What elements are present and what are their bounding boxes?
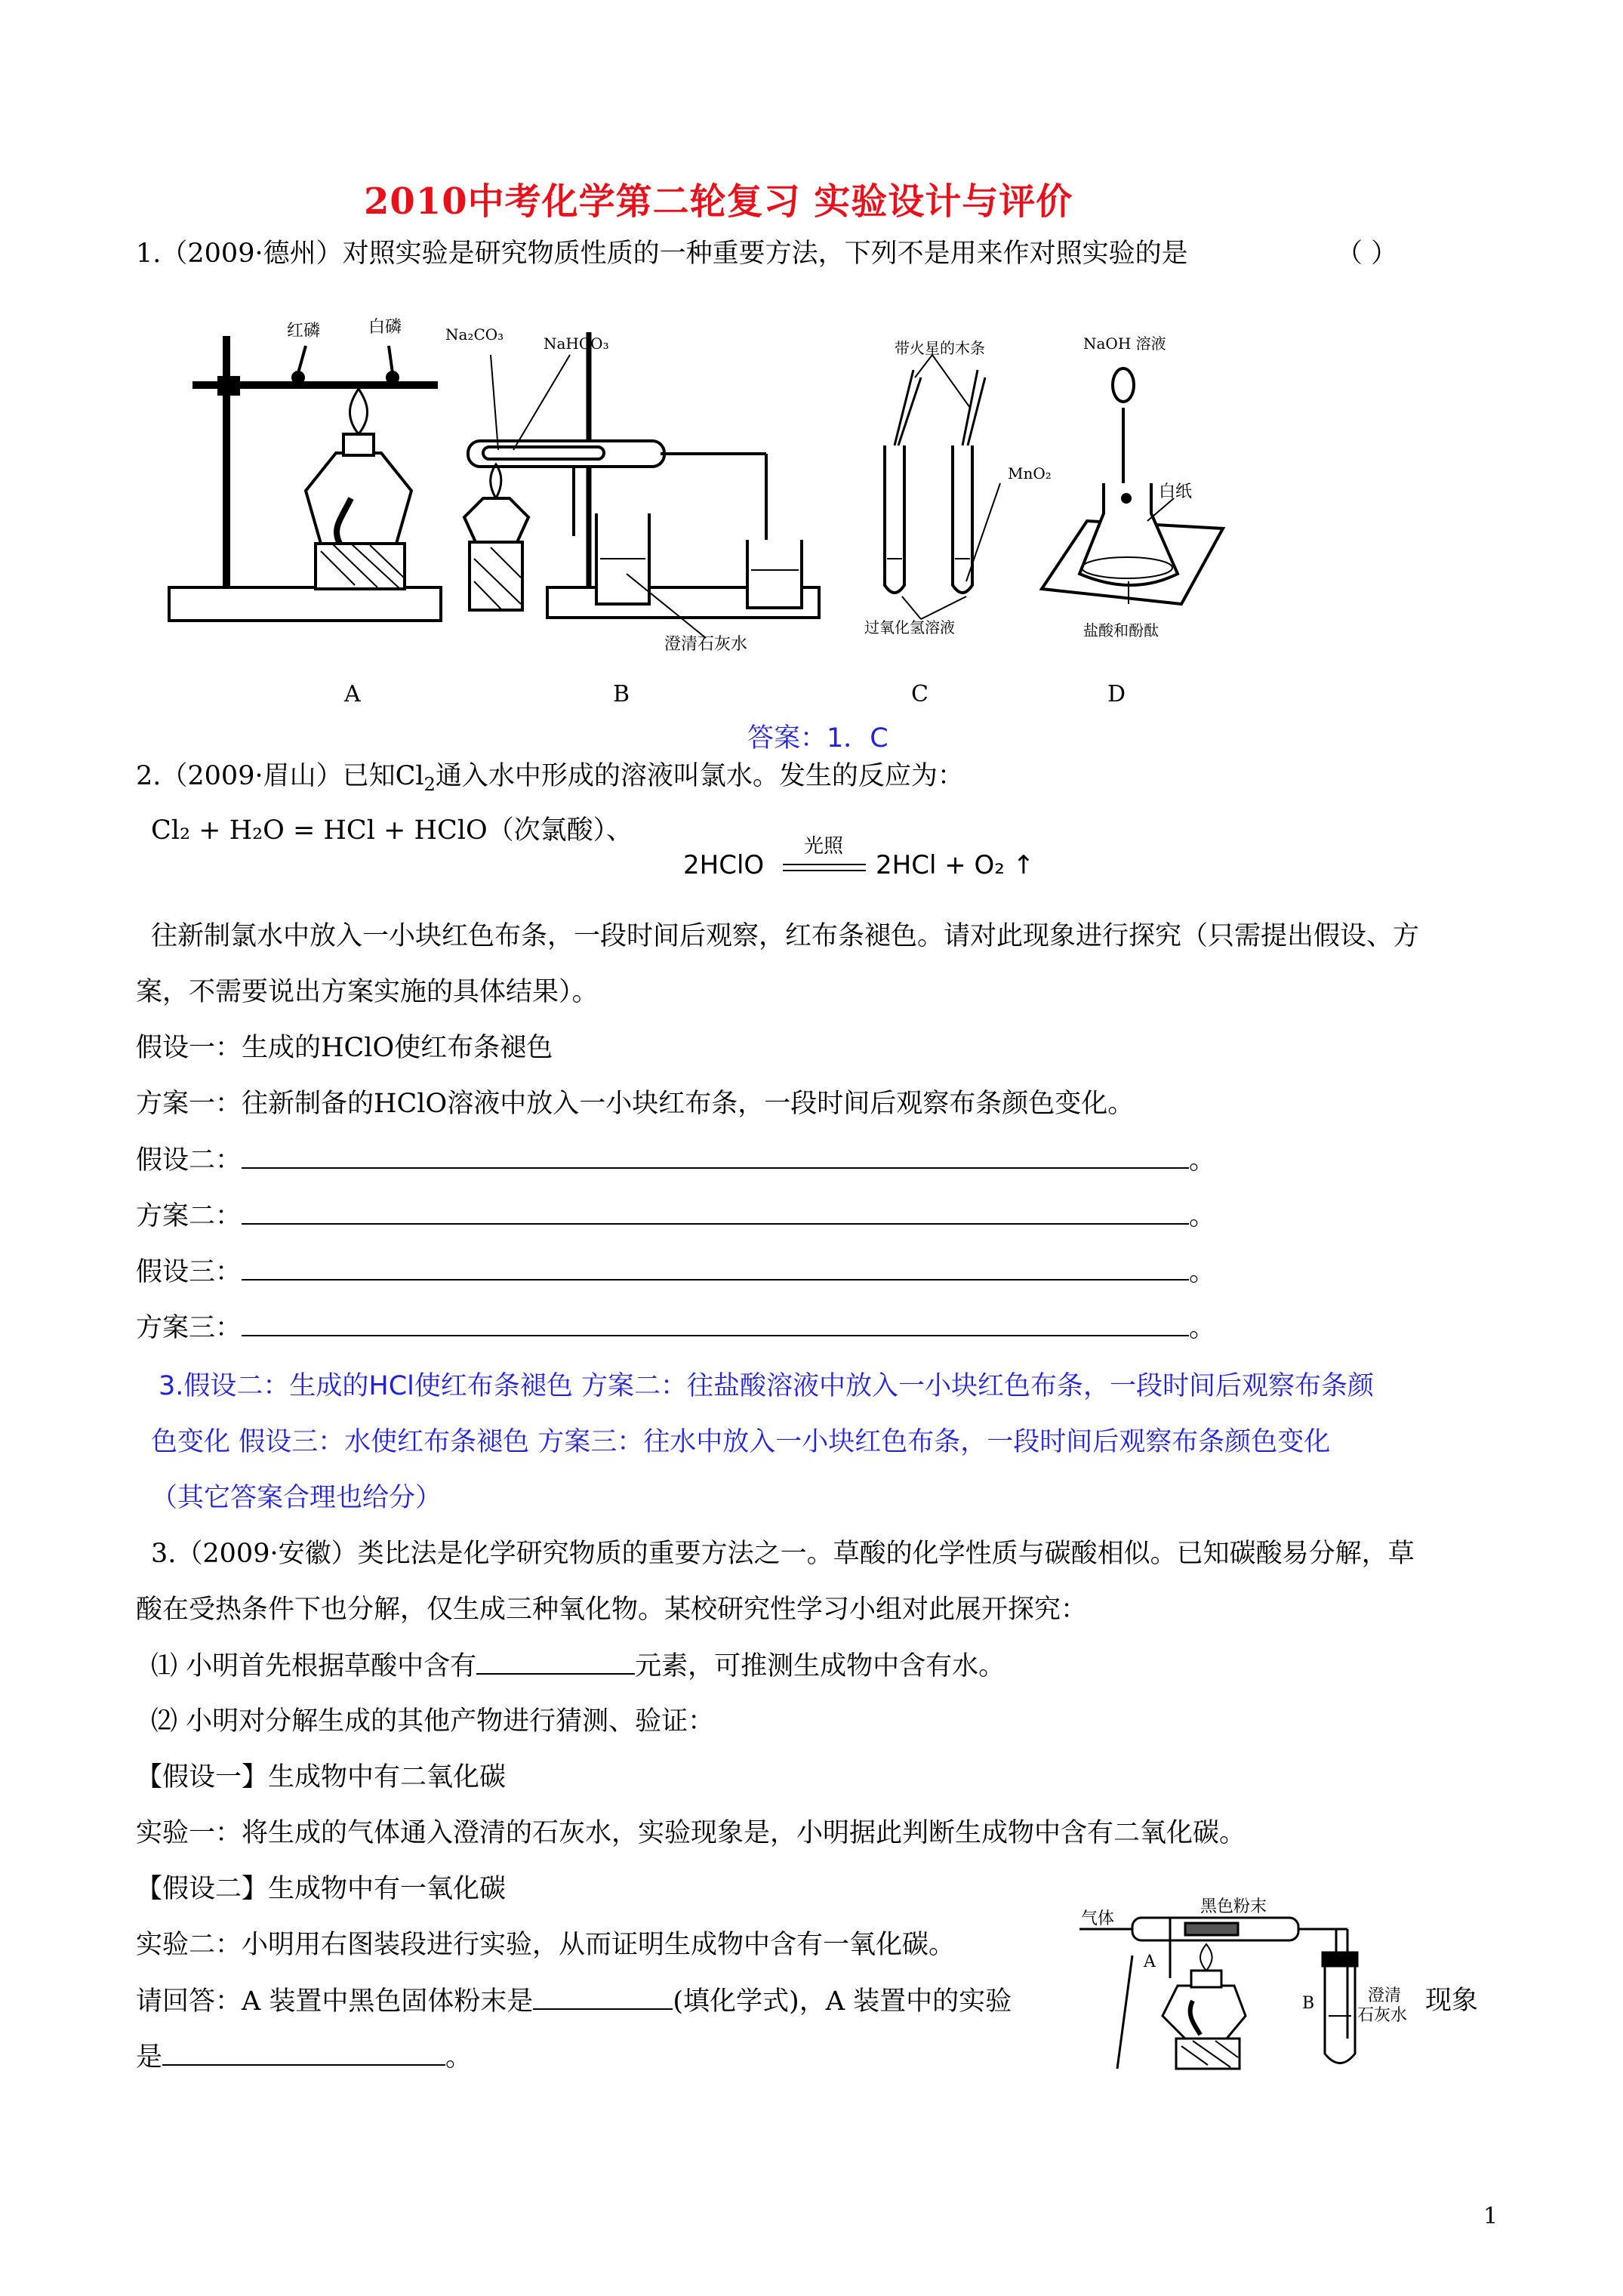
test-tube-b [1325,1959,1355,2063]
answer-blank[interactable] [242,1143,1189,1169]
q2-hypothesis-2: 假设二： 。 [136,1143,1215,1177]
q2-equation-1: Cl₂ + H₂O = HCl + HClO（次氯酸）、 [151,815,633,846]
q3-apparatus-figure [1072,1888,1419,2076]
q3-question: 请回答：A 装置中黑色固体粉末是 (填化学式)，A 装置中的实验 [136,1984,1012,2018]
q2-stem: 2.（2009·眉山）已知$Cl_2$通入水中形成的溶液叫氯水。发生的反应为： [136,761,964,795]
answer-blank[interactable] [242,1255,1189,1281]
label-black-powder: 黑色粉末 [1200,1897,1267,1916]
label-b: B [1302,1994,1315,2013]
alcohol-lamp-b [464,498,528,542]
label-white-p: 白磷 [368,318,402,337]
label-limewater: 澄清石灰水 [664,635,748,654]
option-a: A [344,681,361,707]
q3-hypothesis-2: 【假设二】生成物中有一氧化碳 [136,1874,507,1904]
stand-base-a [169,587,441,621]
q2-plan-2: 方案二： 。 [136,1199,1215,1233]
alcohol-lamp-q3 [1163,1986,1246,2039]
q3-experiment-2: 实验二：小明用右图装段进行实验，从而证明生成物中含有一氧化碳。 [136,1930,956,1960]
label-gas: 气体 [1081,1909,1115,1928]
q1-answer: 答案：1．C [747,723,888,754]
alcohol-lamp-a [306,453,411,544]
q3-line-2: 酸在受热条件下也分解，仅生成三种氧化物。某校研究性学习小组对此展开探究： [136,1595,1088,1625]
label-clear: 澄清 [1368,1986,1402,2005]
q2-hypothesis-3: 假设三： 。 [136,1255,1215,1289]
q2-plan-3: 方案三： 。 [136,1311,1215,1345]
q2-answer-line-2: 色变化 假设三：水使红布条褪色 方案三：往水中放入一小块红色布条，一段时间后观察布条颜色变化 [151,1427,1331,1457]
label-paper: 白纸 [1159,482,1193,501]
option-d: D [1107,681,1126,707]
q2-para-2: 案，不需要说出方案实施的具体结果）。 [136,977,599,1007]
answer-blank[interactable] [162,2040,445,2066]
option-c: C [911,681,929,707]
q1-answer-paren: （ ） [1336,239,1398,269]
q3-part-1: ⑴ 小明首先根据草酸中含有 元素，可推测生成物中含有水。 [151,1649,1005,1683]
q3-question-cont: 是 。 [136,2040,472,2074]
label-h2o2: 过氧化氢溶液 [864,618,955,636]
q3-hypothesis-1: 【假设一】生成物中有二氧化碳 [136,1762,507,1792]
label-hcl-phen: 盐酸和酚酞 [1083,621,1159,639]
label-mno2: MnO₂ [1008,464,1052,482]
label-red-p: 红磷 [287,322,321,341]
q2-answer-line-3: （其它答案合理也给分） [151,1483,442,1513]
answer-blank[interactable] [476,1649,635,1675]
test-tube-c1 [885,445,904,593]
page-title: 2010中考化学第二轮复习 实验设计与评价 [364,180,1073,223]
label-nahco3: NaHCO₃ [544,334,609,353]
q1-apparatus-figure [0,0,1623,755]
label-a: A [1144,1952,1156,1971]
q3-part-2: ⑵ 小明对分解生成的其他产物进行猜测、验证： [151,1706,715,1737]
label-splint: 带火星的木条 [895,339,985,357]
option-b: B [613,681,630,707]
q2-plan-1: 方案一：往新制备的HClO溶液中放入一小块红布条，一段时间后观察布条颜色变化。 [136,1089,1135,1119]
label-lime: 石灰水 [1357,2006,1408,2025]
q2-answer-line-1: 3.假设二：生成的HCl使红布条褪色 方案二：往盐酸溶液中放入一小块红色布条，一段时间后观察布条颜 [159,1371,1375,1401]
q2-para-1: 往新制氯水中放入一小块红色布条，一段时间后观察，红布条褪色。请对此现象进行探究（只需提出假设、方 [151,921,1420,951]
dropper-bulb [1113,368,1134,402]
answer-blank[interactable] [533,1984,673,2010]
answer-blank[interactable] [242,1311,1189,1336]
q3-experiment-1: 实验一：将生成的气体通入澄清的石灰水，实验现象是，小明据此判断生成物中含有二氧化碳。 [136,1818,1246,1848]
beaker-b2 [747,540,802,608]
page-number: 1 [1483,2203,1498,2230]
label-na2co3: Na₂CO₃ [445,325,504,344]
answer-blank[interactable] [242,1199,1189,1225]
label-naoh: NaOH 溶液 [1083,334,1166,353]
q2-hypothesis-1: 假设一：生成的HClO使红布条褪色 [136,1033,553,1063]
q3-xianxiang: 现象 [1425,1986,1479,2016]
q2-equation-2: 2HClO 光照 2HCl + O₂ ↑ [683,835,1035,880]
q3-line-1: 3.（2009·安徽）类比法是化学研究物质的重要方法之一。草酸的化学性质与碳酸相似。已知碳酸易分解，草 [151,1539,1415,1569]
q1-stem: 1.（2009·德州）对照实验是研究物质性质的一种重要方法，下列不是用来作对照实验的是 [136,239,1188,269]
